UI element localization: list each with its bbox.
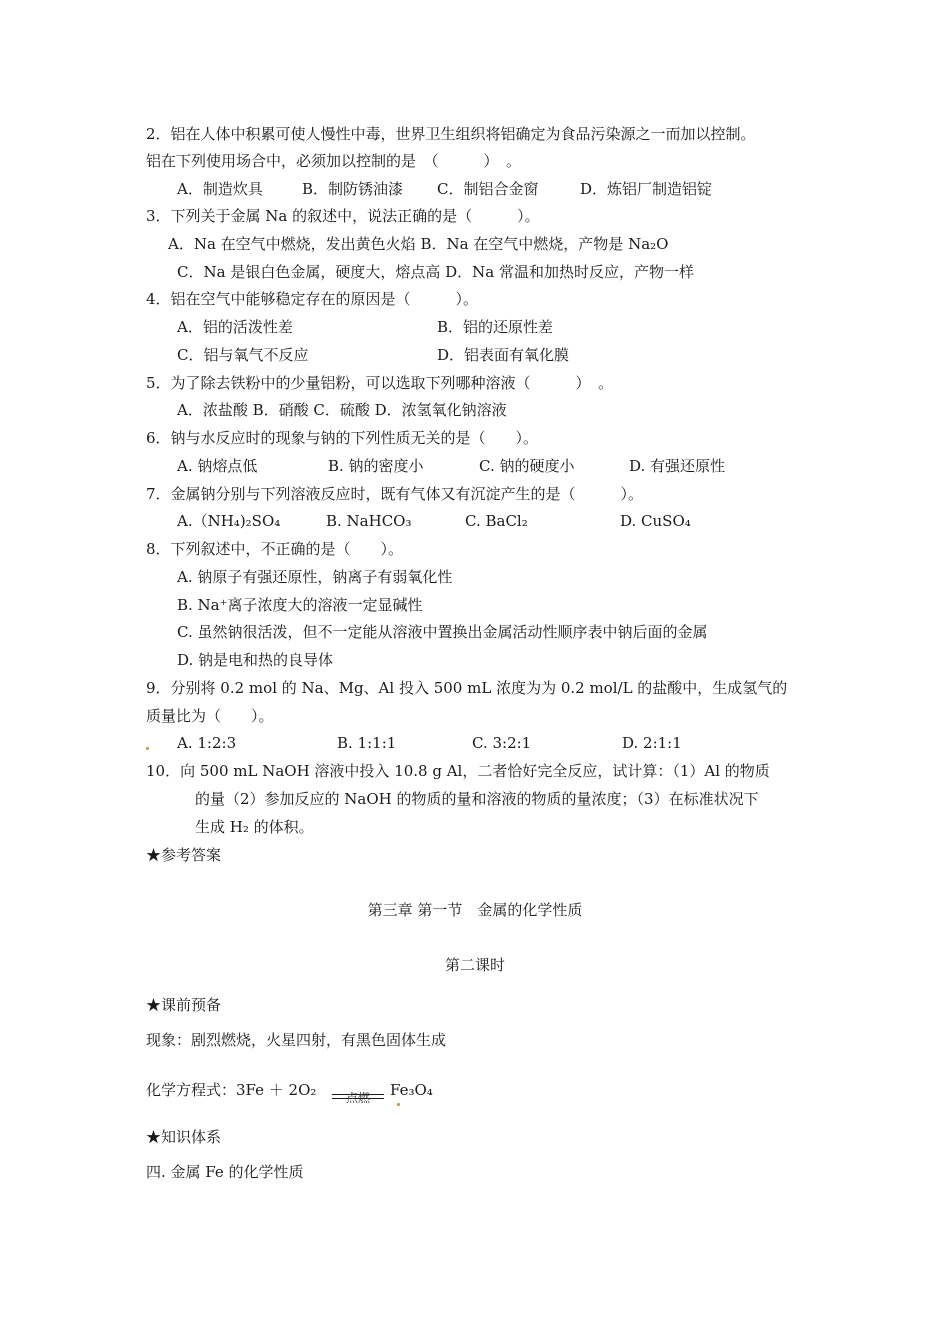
q4-option-c: C．铝与氧气不反应 (177, 346, 309, 364)
q4-option-a: A．铝的活泼性差 (177, 318, 293, 336)
scan-speck (397, 1103, 400, 1106)
q9-stem-line1: 9．分别将 0.2 mol 的 Na、Mg、Al 投入 500 mL 浓度为为 0.2 mol/L 的盐酸中，生成氢气的 (146, 679, 788, 697)
q9-option-a: A. 1:2:3 (177, 734, 237, 752)
q10-line1: 10．向 500 mL NaOH 溶液中投入 10.8 g Al，二者恰好完全反应，试计算：（1）Al 的物质 (146, 762, 770, 780)
q8-option-c: C. 虽然钠很活泼，但不一定能从溶液中置换出金属活动性顺序表中钠后面的金属 (177, 623, 708, 641)
equation-label: 化学方程式：3Fe ＋ 2O₂ (146, 1081, 317, 1099)
q2-option-d: D．炼铝厂制造铝锭 (580, 180, 713, 198)
q3-options-ab: A．Na 在空气中燃烧，发出黄色火焰 B．Na 在空气中燃烧，产物是 Na₂O (168, 235, 669, 253)
q7-option-c: C. BaCl₂ (465, 512, 528, 530)
q3-stem: 3．下列关于金属 Na 的叙述中，说法正确的是（ ）。 (146, 207, 540, 225)
q8-option-a: A. 钠原子有强还原性，钠离子有弱氧化性 (177, 568, 453, 586)
q4-option-d: D．铝表面有氧化膜 (437, 346, 570, 364)
q2-option-b: B．制防锈油漆 (302, 180, 404, 198)
q9-option-c: C. 3:2:1 (472, 734, 532, 752)
q5-options: A．浓盐酸 B．硝酸 C．硫酸 D．浓氢氧化钠溶液 (177, 401, 507, 419)
q6-stem: 6．钠与水反应时的现象与钠的下列性质无关的是（ ）。 (146, 429, 539, 447)
q7-option-a: A.（NH₄)₂SO₄ (177, 512, 281, 530)
q2-stem-line1: 2．铝在人体中积累可使人慢性中毒，世界卫生组织将铝确定为食品污染源之一而加以控制。 (146, 125, 756, 143)
q2-option-c: C．制铝合金窗 (437, 180, 539, 198)
section-4-heading: 四. 金属 Fe 的化学性质 (146, 1163, 304, 1181)
q6-option-b: B. 钠的密度小 (328, 457, 424, 475)
condition-text: 点燃 (345, 1091, 370, 1105)
q3-options-cd: C．Na 是银白色金属，硬度大，熔点高 D．Na 常温和加热时反应，产物一样 (177, 263, 694, 281)
q8-stem: 8．下列叙述中，不正确的是（ ）。 (146, 540, 404, 558)
q6-option-a: A. 钠熔点低 (177, 457, 258, 475)
q7-option-d: D. CuSO₄ (620, 512, 691, 530)
q10-line2: 的量（2）参加反应的 NaOH 的物质的量和溶液的物质的量浓度；（3）在标准状况下 (195, 790, 759, 808)
q6-option-c: C. 钠的硬度小 (479, 457, 575, 475)
q8-option-b: B. Na⁺离子浓度大的溶液一定显碱性 (177, 596, 423, 614)
phenomenon-text: 现象：剧烈燃烧，火星四射，有黑色固体生成 (146, 1031, 447, 1049)
equation-product: Fe₃O₄ (390, 1081, 433, 1099)
q9-stem-line2: 质量比为（ ）。 (146, 707, 274, 725)
knowledge-heading: ★知识体系 (146, 1128, 222, 1146)
q7-stem: 7．金属钠分别与下列溶液反应时，既有气体又有沉淀产生的是（ ）。 (146, 485, 644, 503)
scan-speck (146, 747, 149, 750)
answers-heading: ★参考答案 (146, 846, 222, 864)
q9-option-d: D. 2:1:1 (622, 734, 682, 752)
q8-option-d: D. 钠是电和热的良导体 (177, 651, 334, 669)
q4-option-b: B．铝的还原性差 (437, 318, 554, 336)
prep-heading: ★课前预备 (146, 996, 222, 1014)
q6-option-d: D. 有强还原性 (629, 457, 726, 475)
q4-stem: 4．铝在空气中能够稳定存在的原因是（ ）。 (146, 290, 479, 308)
q10-line3: 生成 H₂ 的体积。 (195, 818, 314, 836)
lesson-title: 第二课时 (444, 956, 505, 974)
q2-option-a: A．制造炊具 (177, 180, 263, 198)
q2-stem-line2: 铝在下列使用场合中，必须加以控制的是 （ ） 。 (146, 152, 522, 170)
reaction-condition (332, 1082, 384, 1108)
q9-option-b: B. 1:1:1 (337, 734, 397, 752)
chapter-title: 第三章 第一节 金属的化学性质 (367, 901, 583, 919)
q7-option-b: B. NaHCO₃ (326, 512, 412, 530)
q5-stem: 5．为了除去铁粉中的少量铝粉，可以选取下列哪种溶液（ ） 。 (146, 374, 614, 392)
